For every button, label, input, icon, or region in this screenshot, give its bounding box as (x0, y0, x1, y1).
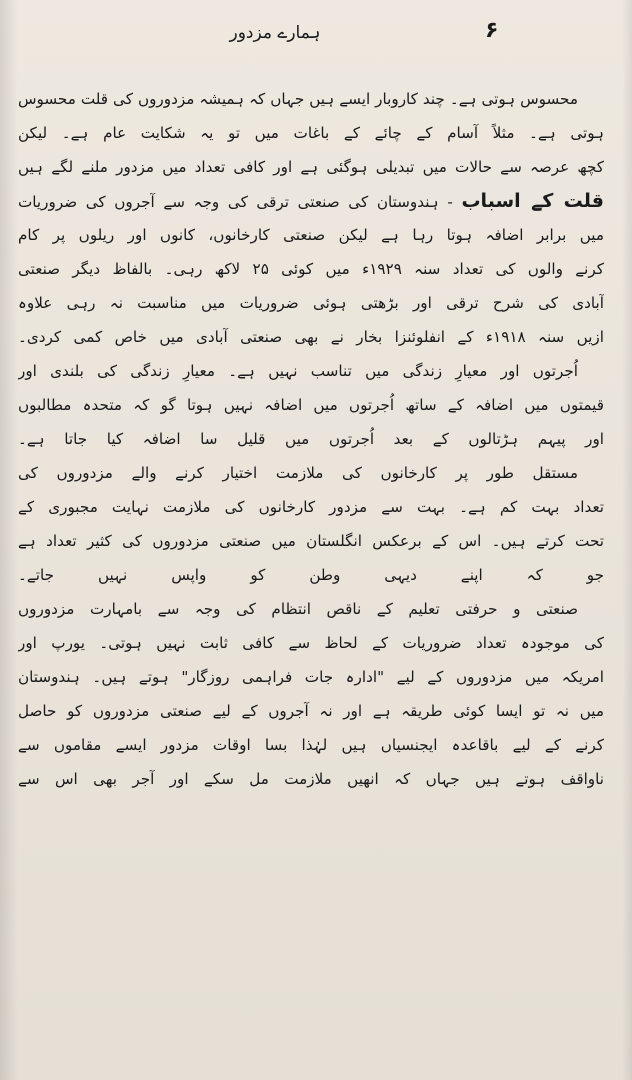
heading-line-text: - ہندوستان کی صنعتی ترقی کی وجہ سے آجروں کی ضروریات (18, 193, 453, 211)
section-heading-line (18, 184, 604, 218)
page-number: ۶ (485, 18, 499, 43)
text-line: کرنے کے لیے باقاعدہ ایجنسیاں ہیں لہٰذا بسا اوقات مزدور ایسے مقاموں سے (18, 736, 604, 754)
text-line: آبادی کی شرح ترقی اور بڑھتی ہوئی ضروریات میں مناسبت نہ رہی علاوہ (18, 294, 604, 312)
running-title: ہمارے مزدور (229, 23, 321, 43)
text-line: میں برابر اضافہ ہوتا رہا ہے لیکن صنعتی کارخانوں، کانوں اور ریلوں پر کام (18, 226, 604, 244)
text-line: محسوس ہوتی ہے۔ چند کاروبار ایسے ہیں جہاں کہ ہمیشہ مزدوروں کی قلت محسوس (18, 90, 578, 108)
text-line: کچھ عرصہ سے حالات میں تبدیلی ہوگئی ہے اور کافی تعداد میں مزدور ملنے لگے ہیں (18, 158, 604, 176)
page-header (0, 18, 632, 62)
text-line: مستقل طور پر کارخانوں کی ملازمت اختیار کرنے والے مزدوروں کی (18, 464, 578, 482)
text-line: ناواقف ہوتے ہیں جہاں کہ انھیں ملازمت مل سکے اور آجر بھی اس سے (18, 770, 604, 788)
text-line: اور پیہم ہڑتالوں کے بعد اُجرتوں میں قلیل سا اضافہ کیا جاتا ہے۔ (18, 430, 604, 448)
section-heading: قلت کے اسباب (461, 190, 604, 212)
text-line: کرنے والوں کی تعداد سنہ ۱۹۲۹ء میں کوئی ۲۵ لاکھ رہی۔ بالفاظ دیگر صنعتی (18, 260, 604, 278)
text-line: ہوتی ہے۔ مثلاً آسام کے چائے کے باغات میں تو یہ شکایت عام ہے۔ لیکن (18, 124, 604, 142)
text-line: ازیں سنہ ۱۹۱۸ء کے انفلوئنزا بخار نے بھی صنعتی آبادی میں خاص کمی کردی۔ (18, 328, 604, 346)
text-line: قیمتوں میں اضافہ کے ساتھ اُجرتوں میں اضافہ نہیں ہوتا گو کہ متحدہ مطالبوں (18, 396, 604, 414)
text-line: میں نہ تو ایسا کوئی طریقہ ہے اور نہ آجروں کے لیے صنعتی مزدوروں کو حاصل (18, 702, 604, 720)
text-line: تعداد بہت کم ہے۔ بہت سے مزدور کارخانوں کی ملازمت نہایت مجبوری کے (18, 498, 604, 516)
body-text (18, 82, 604, 796)
text-line: صنعتی و حرفتی تعلیم کے ناقص انتظام کی وجہ سے بامہارت مزدوروں (18, 600, 578, 618)
text-line: تحت کرتے ہیں۔ اس کے برعکس انگلستان میں صنعتی مزدوروں کی کثیر تعداد ہے (18, 532, 604, 550)
text-line: جو کہ اپنے دیہی وطن کو واپس نہیں جاتے۔ (18, 566, 604, 584)
text-line: کی موجودہ تعداد ضروریات کے لحاظ سے کافی ثابت نہیں ہوتی۔ یورپ اور (18, 634, 604, 652)
text-line: اُجرتوں اور معیارِ زندگی میں تناسب نہیں ہے۔ معیارِ زندگی کی بلندی اور (18, 362, 578, 380)
text-line: امریکہ میں مزدوروں کے لیے "ادارہ جات فراہمی روزگار" ہوتے ہیں۔ ہندوستان (18, 668, 604, 686)
